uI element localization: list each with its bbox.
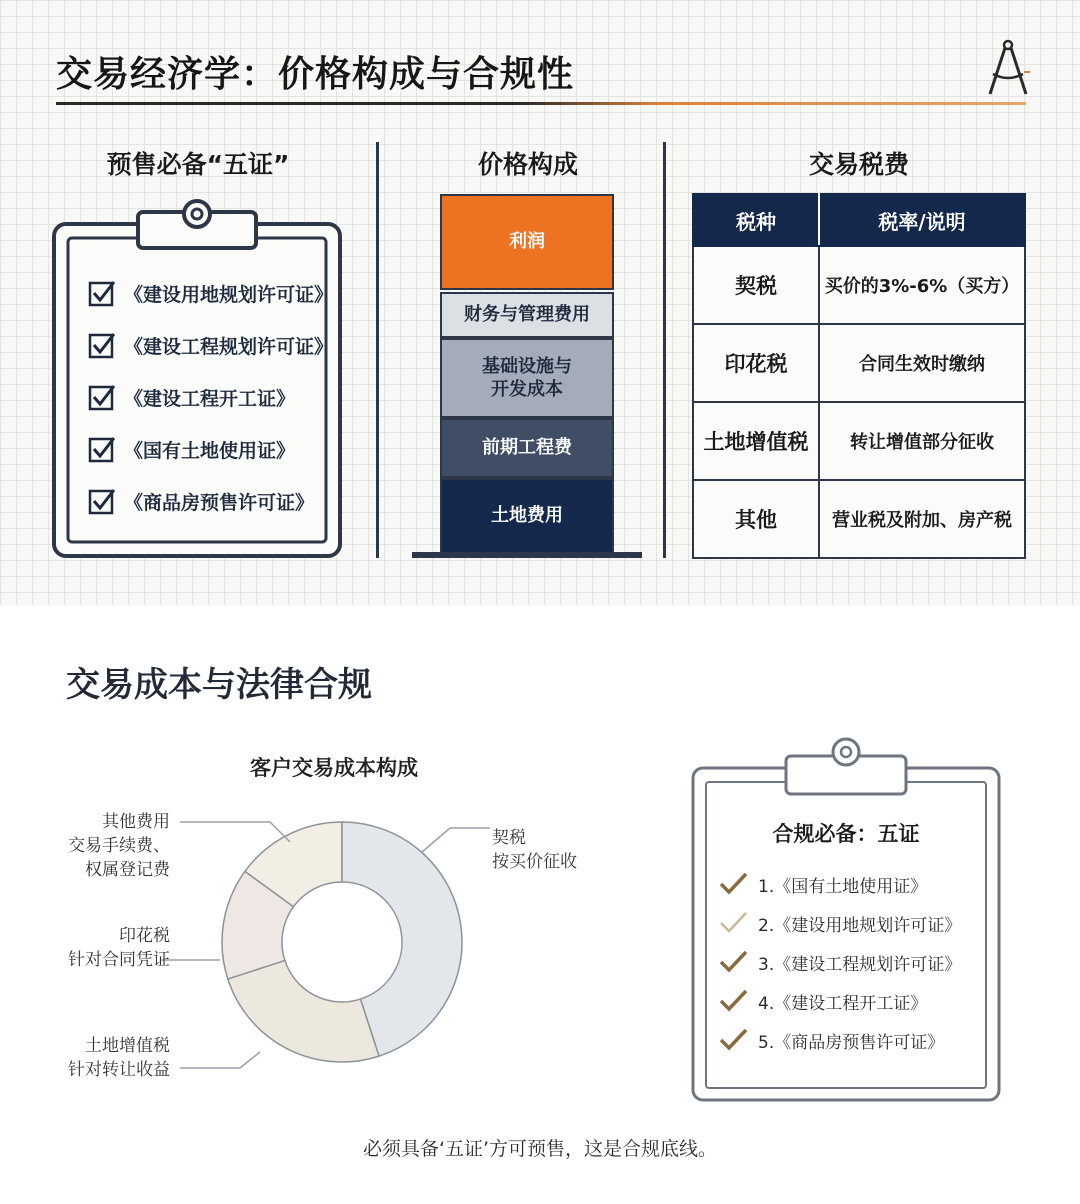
compliance-item: 5.《商品房预售许可证》 [758,1032,945,1053]
tax-table [692,193,1026,559]
donut-title: 客户交易成本构成 [250,756,418,780]
list-item [88,432,295,466]
list-item [718,985,927,1017]
checkmark-icon [718,988,748,1014]
price-layer-land: 土地费用 [440,478,614,554]
cert-label: 《建设用地规划许可证》 [124,283,334,306]
tax-name: 印花税 [693,324,819,402]
label-line: 权属登记费 [85,860,170,881]
bar-base [412,552,642,558]
compliance-item: 4.《建设工程开工证》 [758,993,928,1014]
land-tax-label [40,1034,170,1082]
tax-desc: 买价的3%-6%（买方） [819,246,1025,324]
checkmark-icon [718,910,748,936]
list-item [718,1024,944,1056]
section-title: 交易成本与法律合规 [66,665,372,705]
list-item [718,868,927,900]
label-line: 其他费用 [102,812,170,832]
cert-label: 《建设工程开工证》 [124,387,296,410]
leader-line [422,828,490,852]
price-title: 价格构成 [477,150,578,179]
leader-line [180,1052,260,1068]
cert-label: 《建设工程规划许可证》 [124,335,334,358]
checkmark-icon [718,949,748,975]
label-line: 交易手续费、 [68,836,170,857]
label-line: 针对合同凭证 [68,950,170,971]
checkbox-icon [88,383,116,411]
checkbox-icon [88,435,116,463]
label-line: 针对转让收益 [68,1060,170,1081]
price-layer-infrastructure: 基础设施与 开发成本 [440,338,614,418]
tax-name: 土地增值税 [693,402,819,480]
list-item [88,328,333,362]
compliance-item: 3.《建设工程规划许可证》 [758,954,962,975]
table-row [693,246,1025,324]
deed-tax-label [492,826,577,874]
column-divider [663,142,666,558]
price-layer-finance: 财务与管理费用 [440,292,614,338]
checkbox-icon [88,331,116,359]
table-row [693,480,1025,558]
five-cert-title: 预售必备“五证” [106,150,290,179]
table-row [693,402,1025,480]
compliance-item: 2.《建设用地规划许可证》 [758,915,962,936]
cert-label: 《商品房预售许可证》 [124,491,315,514]
compliance-item: 1.《国有土地使用证》 [758,876,928,897]
label-line: 印花税 [119,926,170,946]
price-layer-profit: 利润 [440,194,614,290]
page-title: 交易经济学：价格构成与合规性 [56,54,575,95]
checkmark-icon [718,871,748,897]
price-layer-preliminary: 前期工程费 [440,418,614,478]
list-item [718,907,961,939]
footer-note: 必须具备‘五证’方可预售，这是合规底线。 [362,1138,718,1160]
column-header: 税种 [693,194,819,246]
checkbox-icon [88,487,116,515]
donut-chart [160,790,520,1110]
list-item [88,276,333,310]
compass-icon [984,38,1032,98]
stamp-tax-label [40,924,170,972]
list-item [718,946,961,978]
table-row [693,324,1025,402]
tax-desc: 转让增值部分征收 [819,402,1025,480]
column-header: 税率/说明 [819,194,1025,246]
checkbox-icon [88,279,116,307]
leader-line [180,822,290,842]
list-item [88,484,314,518]
checkmark-icon [718,1027,748,1053]
tax-title: 交易税费 [808,150,909,179]
tax-desc: 营业税及附加、房产税 [819,480,1025,558]
label-line: 契税 [492,828,526,848]
column-divider [376,142,379,558]
cert-label: 《国有土地使用证》 [124,439,296,462]
other-fees-label [56,810,170,882]
label-line: 按买价征收 [492,852,577,873]
list-item [88,380,295,414]
title-underline [56,102,1026,105]
tax-desc: 合同生效时缴纳 [819,324,1025,402]
compliance-title: 合规必备：五证 [772,822,920,846]
tax-name: 契税 [693,246,819,324]
donut-slice [228,961,379,1062]
label-line: 土地增值税 [85,1036,170,1056]
tax-name: 其他 [693,480,819,558]
